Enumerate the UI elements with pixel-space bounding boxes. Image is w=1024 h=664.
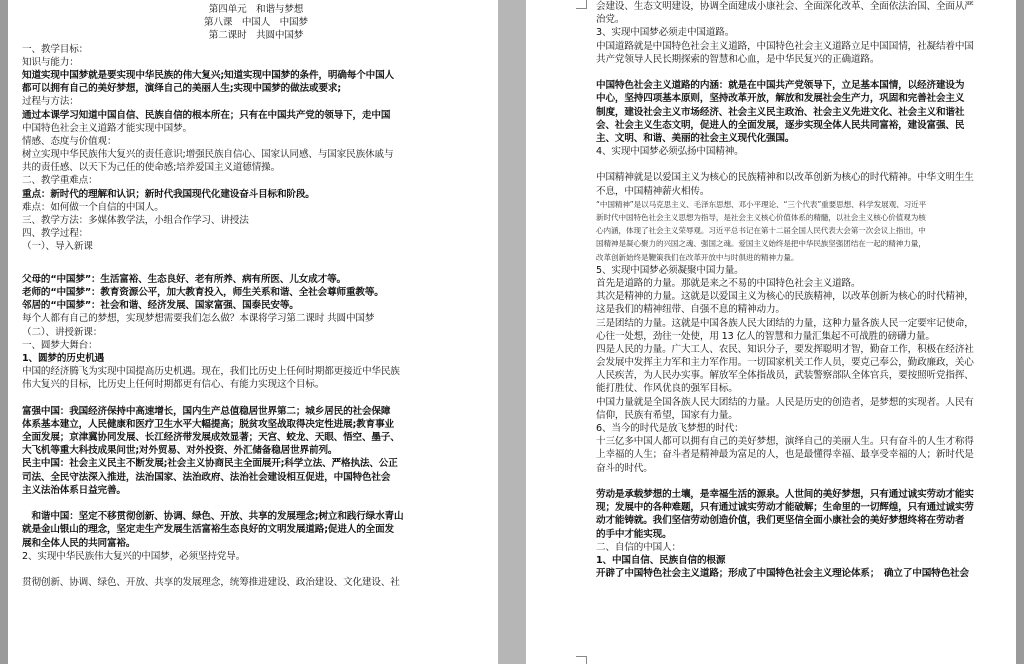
text-line: （二）、讲授新课： — [22, 326, 103, 338]
text-line: 主义法治体系日益完善。 — [22, 484, 126, 496]
text-line: 三、教学方法：多媒体教学法，小组合作学习、讲授法 — [22, 215, 249, 226]
text-line: 能打胜仗、作风优良的强军目标。 — [596, 383, 738, 395]
blank-line — [596, 66, 1006, 79]
text-line: 1、中国自信、民族自信的根源 — [596, 554, 726, 566]
blank-line — [22, 497, 490, 510]
text-line: 全面发展；京津冀协同发展、长江经济带发展成效显著；天宫、蛟龙、天眼、悟空、墨子、 — [22, 432, 400, 443]
text-line: 伟大复兴的目标，比历史上任何时期都更有信心、有能力实现这个目标。 — [22, 379, 325, 391]
text-line: 难点：如何做一个自信的中国人。 — [22, 201, 164, 213]
text-line: 改革创新始终是鞭策我们在改革开放中与时俱进的精神力量。 — [596, 252, 799, 262]
text-line: 第四单元 和谐与梦想 — [208, 4, 304, 15]
text-line: 四、教学过程： — [22, 228, 89, 240]
text-line: 制度，建设社会主义市场经济、社会主义民主政治、社会主义先进文化、社会主义和谐社 — [596, 106, 965, 118]
text-line: 1、圆梦的历史机遇 — [22, 352, 105, 364]
text-line: 动才能铸就。我们坚信劳动创造价值，我们更坚信全面小康社会的美好梦想终将在劳动者 — [596, 515, 965, 527]
text-line: 通过本课学习知道中国自信、民族自信的根本所在；只有在中国共产党的领导下，走中国 — [22, 109, 391, 121]
blank-line — [596, 158, 1006, 171]
text-line: 过程与方法： — [22, 96, 79, 108]
text-line: 富强中国：我国经济保持中高速增长，国内生产总值稳居世界第二；城乡居民的社会保障 — [22, 405, 391, 417]
text-line: 中国特色社会主义道路的内涵：就是在中国共产党领导下，立足基本国情，以经济建设为 — [596, 80, 965, 92]
text-line: 共产党领导人民长期探索的智慧和心血，是中华民复兴的正确道路。 — [596, 53, 880, 65]
text-line: 上幸福的人生；奋斗者是精神最为富足的人，也是最懂得幸福、最享受幸福的人；新时代是 — [596, 449, 974, 461]
text-line: 中国力量就是全国各族人民大团结的力量。人民是历史的创造者，是梦想的实现者。人民有 — [596, 396, 974, 408]
text-line: 二、教学重难点： — [22, 175, 98, 187]
text-line: 心内涵，体现了社会主义荣辱观。习近平总书记在第十二届全国人民代表大会第一次会议上指出，中 — [596, 226, 926, 236]
text-line: 知道实现中国梦就是要实现中华民族的伟大复兴;知道实现中国梦的条件，明确每个中国人 — [22, 69, 394, 81]
text-line: 四是人民的力量。广大工人、农民、知识分子，要发挥聪明才智，勤奋工作，积极在经济社 — [596, 343, 974, 355]
text-line: 的手中才能实现。 — [596, 528, 672, 540]
text-line: 每个人都有自己的梦想，实现梦想需要我们怎么做？本课将学习第二课时 共圆中国梦 — [22, 313, 375, 325]
blank-line — [22, 254, 490, 267]
text-line: 十三亿多中国人都可以拥有自己的美好梦想，演绎自己的美丽人生。只有奋斗的人生才称得 — [596, 436, 974, 448]
text-line: 国精神是凝心聚力的兴国之魂、强国之魂。爱国主义始终是把中华民族坚强团结在一起的精神力量， — [596, 239, 926, 249]
blank-line — [596, 475, 1006, 488]
text-line: 首先是道路的力量。那就是来之不易的中国特色社会主义道路。 — [596, 277, 861, 289]
text-line: 5、实现中国梦必须凝聚中国力量。 — [596, 264, 744, 276]
page-gap — [498, 0, 526, 664]
text-line: 三是团结的力量。这就是中国各族人民大团结的力量，这种力量各族人民一定要牢记使命， — [596, 317, 974, 329]
text-line: 贯彻创新、协调、绿色、开放、共享的发展理念，统筹推进建设、政治建设、文化建设、社 — [22, 577, 400, 589]
text-line: 人民疾苦，为人民办实事。解放军全体指战员，武装警察部队全体官兵，要按照听党指挥、 — [596, 370, 974, 382]
text-line: 第八课 中国人 中国梦 — [204, 17, 308, 29]
text-line: 会建设、生态文明建设，协调全面建成小康社会、全面深化改革、全面依法治国、全面从严 — [596, 1, 974, 12]
text-line: 中国特色社会主义道路才能实现中国梦。 — [22, 122, 192, 134]
text-line: 知识与能力： — [22, 56, 79, 68]
text-line: （一）、导入新课 — [22, 241, 93, 253]
text-line: 4、实现中国梦必须弘扬中国精神。 — [596, 146, 744, 158]
text-line: 6、当今的时代是放飞梦想的时代： — [596, 423, 744, 434]
text-line: “中国精神”是以马克思主义、毛泽东思想、邓小平理论、“三个代表”重要思想、科学发展观、习近平 — [596, 199, 927, 209]
document-page-right — [526, 0, 1016, 664]
text-line: 大飞机等重大科技成果问世;对外贸易、对外投资、外汇储备稳居世界前列。 — [22, 445, 338, 457]
text-line: 中国精神就是以爱国主义为核心的民族精神和以改革创新为核心的时代精神。中华文明生生 — [596, 172, 974, 184]
text-line: 3、实现中国梦必须走中国道路。 — [596, 27, 735, 39]
text-line: 会发展中发挥主力军和主力军作用。一切国家机关工作人员，要克己奉公，勤政廉政，关心 — [596, 357, 974, 369]
text-line: 父母的“中国梦”：生活富裕、生态良好、老有所养、病有所医、儿女成才等。 — [22, 273, 346, 285]
crop-mark-bottom-left — [576, 656, 587, 664]
crop-mark-top-left — [576, 0, 587, 9]
blank-line — [22, 563, 490, 576]
text-line: 和谐中国：坚定不移贯彻创新、协调、绿色、开放、共享的发展理念;树立和践行绿水青山 — [22, 511, 404, 523]
text-line: 2、实现中华民族伟大复兴的中国梦，必须坚持党导。 — [22, 550, 246, 562]
text-line: 一、教学目标： — [22, 43, 89, 55]
text-line: 心往一处想，劲往一处使，用 13 亿人的智慧和力量汇集起不可战胜的磅礴力量。 — [596, 330, 935, 342]
text-line: 治党。 — [596, 14, 625, 26]
text-line: 新时代中国特色社会主义思想为指导，是社会主义核心价值体系的精髓，以社会主义核心价值观为核 — [596, 213, 926, 222]
text-line: 司法、全民守法深入推进，法治国家、法治政府、法治社会建设相互促进，中国特色社会 — [22, 471, 391, 483]
text-line: 中国道路就是中国特色社会主义道路，中国特色社会主义道路立足中国国情，社凝结着中国 — [596, 40, 974, 52]
text-line: 其次是精神的力量。这就是以爱国主义为核心的民族精神，以改革创新为核心的时代精神， — [596, 291, 974, 303]
text-line: 邻居的“中国梦”：社会和谐、经济发展、国家富强、国泰民安等。 — [22, 300, 299, 312]
text-line: 重点：新时代的理解和认识；新时代我国现代化建设奋斗目标和阶段。 — [22, 188, 315, 200]
text-line: 开辟了中国特色社会主义道路；形成了中国特色社会主义理论体系； 确立了中国特色社会 — [596, 568, 969, 580]
text-line: 体系基本建立，人民健康和医疗卫生水平大幅提高；脱贫攻坚战取得决定性进展;教育事业 — [22, 418, 394, 430]
text-line: 信仰，民族有希望，国家有力量。 — [596, 409, 738, 421]
text-line: 就是金山银山的理念，坚定走生产发展生活富裕生态良好的文明发展道路;促进人的全面发 — [22, 524, 394, 536]
text-line: 展和全体人民的共同富裕。 — [22, 537, 136, 549]
text-line: 主、文明、和谐、美丽的社会主义现代化强国。 — [596, 132, 795, 144]
text-line: 中心，坚持四项基本原则，坚持改革开放，解放和发展社会生产力，巩固和完善社会主义 — [596, 93, 965, 105]
text-line: 情感、态度与价值观： — [22, 135, 117, 147]
document-page-left — [8, 0, 498, 664]
text-line: 都可以拥有自己的美好梦想，演绎自己的美丽人生;实现中国梦的做法或要求; — [22, 83, 342, 95]
text-line: 二、自信的中国人： — [596, 541, 681, 553]
text-line: 劳动是承载梦想的土壤，是幸福生活的源泉。人世间的美好梦想，只有通过诚实劳动才能实 — [596, 488, 974, 500]
text-line: 第二课时 共圆中国梦 — [208, 30, 304, 42]
text-line: 民主中国：社会主义民主不断发展;社会主义协商民主全面展开;科学立法、严格执法、公正 — [22, 458, 398, 470]
blank-line — [22, 391, 490, 404]
text-line: 一、圆梦大舞台： — [22, 339, 98, 351]
text-line: 中国的经济腾飞为实现中国提高历史机遇。现在，我们比历史上任何时期都更接近中华民族 — [22, 366, 400, 378]
text-line: 树立实现中华民族伟大复兴的责任意识;增强民族自信心、国家认同感、与国家民族休戚与 — [22, 149, 394, 161]
text-line: 这是我们的精神纽带、自强不息的精神动力。 — [596, 304, 785, 316]
text-line: 共的责任感、以天下为己任的使命感;培养爱国主义道德情操。 — [22, 162, 281, 174]
text-line: 奋斗的时代。 — [596, 462, 653, 474]
text-line: 不息，中国精神薪火相传。 — [596, 185, 710, 197]
text-line: 现；发展中的各种难题，只有通过诚实劳动才能破解；生命里的一切辉煌，只有通过诚实劳 — [596, 502, 974, 514]
text-line: 会、社会主义生态文明，促进人的全面发展，逐步实现全体人民共同富裕，建设富强、民 — [596, 119, 965, 131]
text-line: 老师的“中国梦”：教育资源公平，加大教育投入，师生关系和谐、全社会尊师重教等。 — [22, 286, 384, 298]
